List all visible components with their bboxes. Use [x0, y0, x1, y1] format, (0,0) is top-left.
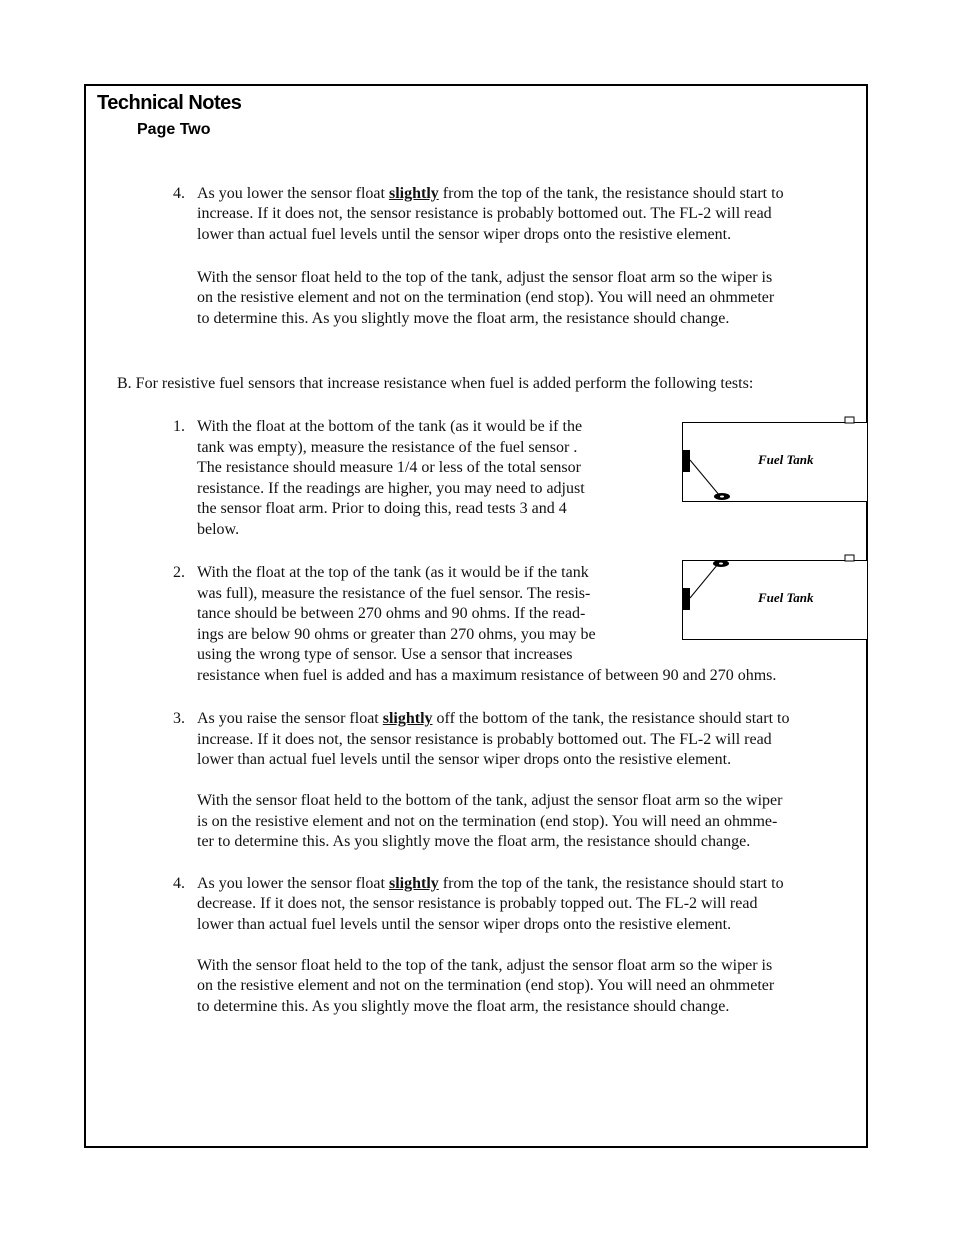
item-number: 2.	[173, 564, 185, 581]
fuel-tank-label: Fuel Tank	[758, 452, 814, 467]
page-title: Technical Notes	[97, 92, 242, 114]
paragraph-line: lower than actual fuel levels until the sensor wiper drops onto the resistive element.	[197, 226, 732, 243]
float-hole	[719, 563, 723, 565]
paragraph-line: to determine this. As you slightly move the float arm, the resistance should change.	[197, 998, 730, 1015]
paragraph-line: tank was empty), measure the resistance of the fuel sensor .	[197, 439, 578, 456]
section-b-heading: B. For resistive fuel sensors that increase resistance when fuel is added perform the following tests:	[117, 375, 754, 392]
paragraph-line: With the float at the bottom of the tank (as it would be if the	[197, 418, 583, 435]
paragraph-line: With the float at the top of the tank (as it would be if the tank	[197, 564, 589, 581]
paragraph-line: With the sensor float held to the bottom of the tank, adjust the sensor float arm so the wiper	[197, 792, 783, 809]
paragraph-line: the sensor float arm. Prior to doing this, read tests 3 and 4	[197, 500, 567, 517]
item-number: 3.	[173, 710, 185, 727]
paragraph-line: tance should be between 270 ohms and 90 ohms. If the read-	[197, 605, 586, 622]
float-hole	[720, 496, 724, 498]
paragraph-line: is on the resistive element and not on the termination (end stop). You will need an ohmme-	[197, 813, 778, 830]
paragraph-line: The resistance should measure 1/4 or less of the total sensor	[197, 459, 581, 476]
sender-cap-icon	[845, 417, 854, 423]
float-arm-line	[690, 460, 720, 496]
paragraph-line: on the resistive element and not on the termination (end stop). You will need an ohmmeter	[197, 977, 775, 994]
paragraph-line: on the resistive element and not on the termination (end stop). You will need an ohmmeter	[197, 289, 775, 306]
paragraph-line: lower than actual fuel levels until the sensor wiper drops onto the resistive element.	[197, 751, 732, 768]
emphasis-slightly: slightly	[388, 875, 439, 892]
paragraph-line: to determine this. As you slightly move the float arm, the resistance should change.	[197, 310, 730, 327]
fuel-tank-label: Fuel Tank	[758, 590, 814, 605]
sender-mount-icon	[683, 450, 690, 472]
paragraph-line: decrease. If it does not, the sensor resistance is probably topped out. The FL-2 will read	[197, 895, 758, 912]
paragraph-line: below.	[197, 521, 240, 538]
paragraph-line: ings are below 90 ohms or greater than 270 ohms, you may be	[197, 626, 596, 643]
sender-cap-icon	[845, 555, 854, 561]
paragraph-line: lower than actual fuel levels until the sensor wiper drops onto the resistive element.	[197, 916, 732, 933]
text-run: off the bottom of the tank, the resistance should start to	[432, 710, 790, 727]
paragraph-line: With the sensor float held to the top of the tank, adjust the sensor float arm so the wiper is	[197, 957, 773, 974]
paragraph-line: ter to determine this. As you slightly move the float arm, the resistance should change.	[197, 833, 751, 850]
paragraph-line: resistance when fuel is added and has a maximum resistance of between 90 and 270 ohms.	[197, 667, 777, 684]
emphasis-slightly: slightly	[382, 710, 433, 727]
text-run: from the top of the tank, the resistance should start to	[438, 185, 784, 202]
paragraph-line	[197, 184, 784, 205]
paragraph-line: was full), measure the resistance of the fuel sensor. The resis-	[197, 585, 591, 602]
paragraph-line	[197, 874, 784, 895]
paragraph-line: With the sensor float held to the top of the tank, adjust the sensor float arm so the wiper is	[197, 269, 773, 286]
item-number: 4.	[173, 875, 185, 892]
page-subtitle: Page Two	[137, 121, 211, 138]
paragraph-line: increase. If it does not, the sensor resistance is probably bottomed out. The FL-2 will read	[197, 731, 772, 748]
text-run: As you lower the sensor float	[197, 875, 389, 892]
emphasis-slightly: slightly	[388, 185, 439, 202]
paragraph-line: increase. If it does not, the sensor resistance is probably bottomed out. The FL-2 will read	[197, 205, 772, 222]
item-number: 1.	[173, 418, 185, 435]
paragraph-line	[197, 709, 790, 730]
sender-mount-icon	[683, 588, 690, 610]
text-run: from the top of the tank, the resistance should start to	[438, 875, 784, 892]
float-arm-line	[690, 564, 718, 598]
paragraph-line: using the wrong type of sensor. Use a sensor that increases	[197, 646, 573, 663]
text-run: As you lower the sensor float	[197, 185, 389, 202]
text-run: As you raise the sensor float	[197, 710, 383, 727]
paragraph-line: resistance. If the readings are higher, you may need to adjust	[197, 480, 585, 497]
item-number: 4.	[173, 185, 185, 202]
